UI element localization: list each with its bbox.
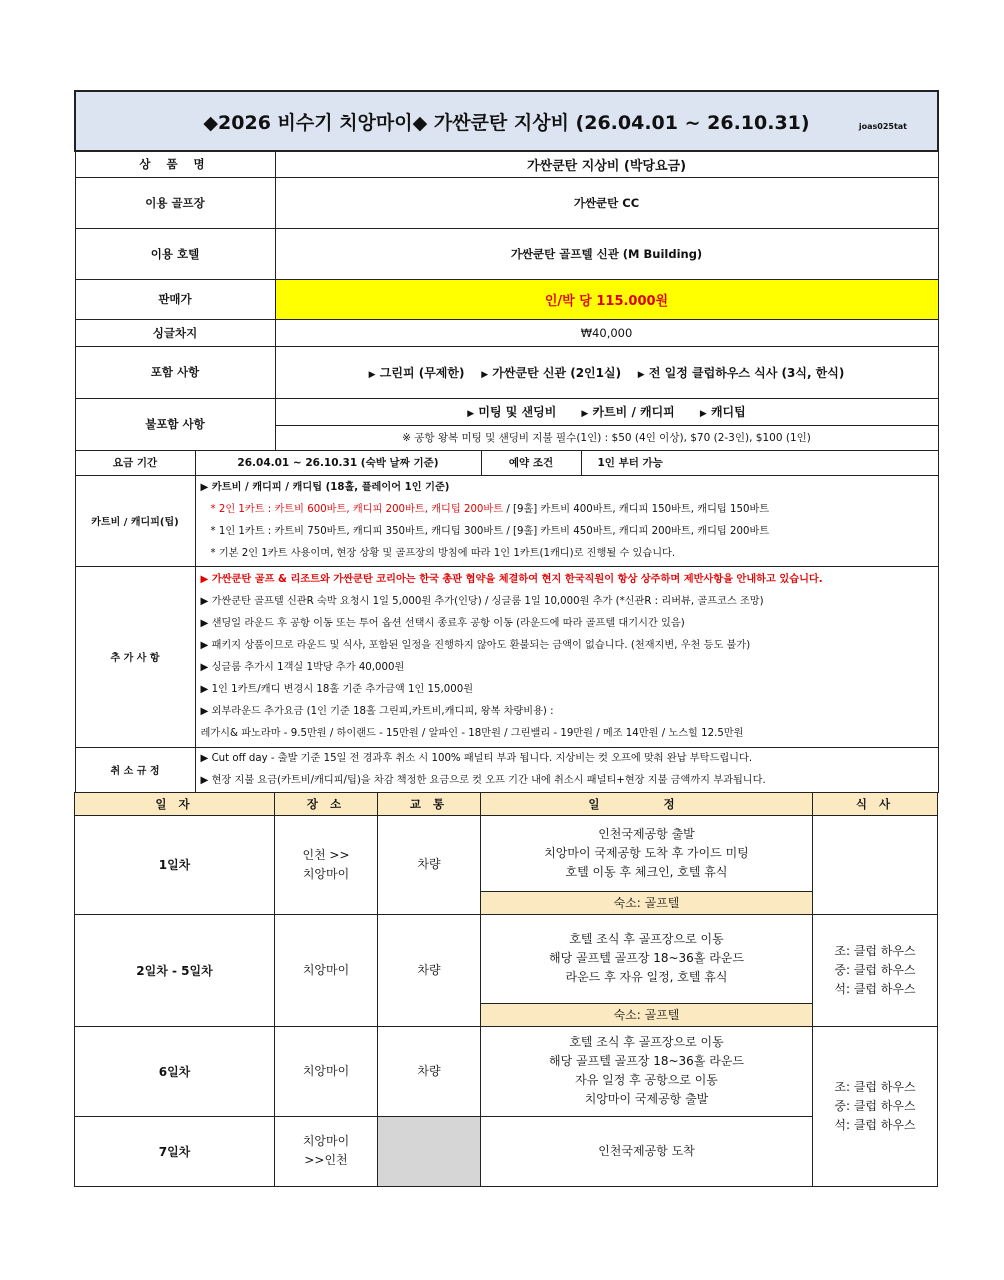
extra-line: ▶ 가싼쿤탄 골프 & 리조트와 가싼쿤탄 코리아는 한국 총판 협약을 체결하여 현지 한국직원이 항상 상주하며 제반사항을 안내하고 있습니다. (200, 573, 823, 585)
cancel-line: ▶ Cut off day - 출발 기준 15일 전 경과후 취소 시 100% 패널티 부과 됩니다. 지상비는 컷 오프에 맞춰 완납 부탁드립니다. (200, 752, 753, 764)
extra-line: 레가시& 파노라마 - 9.5만원 / 하이랜드 - 15만원 / 알파인 - 18만원 / 그린밸리 - 19만원 / 메조 14만원 / 노스힐 12.5만원 (200, 727, 744, 739)
period-label: 요금 기간 (75, 450, 195, 475)
product-value: 가싼쿤탄 지상비 (박당요금) (275, 151, 938, 177)
cart-line: * 2인 1카트 : 카트비 600바트, 캐디피 200바트, 캐디팁 200바트 / [9홀] 카트비 400바트, 캐디피 150바트, 캐디팁 150바트 (210, 503, 770, 515)
place-cell: 인천 >> 치앙마이 (275, 815, 378, 914)
transport-cell-empty (378, 1116, 481, 1186)
schedule-header-day: 일 자 (75, 792, 275, 815)
cart-line: * 1인 1카트 : 카트비 750바트, 캐디피 350바트, 캐디팁 300바트 / [9홀] 카트비 450바트, 캐디피 200바트, 캐디팁 200바트 (210, 525, 770, 537)
period-value: 26.04.01 ~ 26.10.31 (숙박 날짜 기준) (195, 450, 481, 475)
single-charge-value: ₩40,000 (275, 319, 938, 346)
page-title: ◆2026 비수기 치앙마이◆ 가싼쿤탄 지상비 (26.04.01 ~ 26.10.31) (203, 111, 810, 134)
place-cell: 치앙마이 (275, 914, 378, 1026)
extra-line: ▶ 샌딩일 라운드 후 공항 이동 또는 투어 옵션 선택시 종료후 공항 이동 (라운드에 따라 골프텔 대기시간 있음) (200, 617, 685, 629)
transport-cell: 차량 (378, 815, 481, 914)
extra-line: ▶ 패키지 상품이므로 라운드 및 식사, 포함된 일정을 진행하지 않아도 환불되는 금액이 없습니다. (천재지변, 우천 등도 불가) (200, 639, 751, 651)
lodging-cell: 숙소: 골프텔 (481, 891, 813, 914)
exclude-item: 캐디팁 (710, 405, 746, 419)
extra-line: ▶ 가싼쿤탄 골프텔 신관R 숙박 요청시 1일 5,000원 추가(인당) / 싱글룸 1일 10,000원 추가 (*신관R : 리버뷰, 골프코스 조망) (200, 595, 764, 607)
bullet-icon: ▶ (637, 369, 645, 380)
extra-details (195, 566, 938, 747)
cart-label: 카트비 / 캐디피(팁) (75, 475, 195, 566)
product-label: 상 품 명 (75, 151, 275, 177)
plan-cell: 인천국제공항 출발 치앙마이 국제공항 도착 후 가이드 미팅 호텔 이동 후 체크인, 호텔 휴식 (481, 815, 813, 891)
extra-line: ▶ 외부라운드 추가요금 (1인 기준 18홀 그린피,카트비,캐디피, 왕복 차량비용) : (200, 705, 554, 717)
include-label: 포함 사항 (75, 346, 275, 398)
extra-label: 추 가 사 항 (75, 566, 195, 747)
schedule-table (74, 792, 938, 1187)
cancel-line: ▶ 현장 지불 요금(카트비/캐디피/팁)을 차감 책정한 요금으로 컷 오프 기간 내에 취소시 패널티+현장 지불 금액까지 부과됩니다. (200, 774, 766, 786)
hotel-value: 가싼쿤탄 골프텔 신관 (M Building) (275, 228, 938, 279)
meals-cell: 조: 클럽 하우스 중: 클럽 하우스 석: 클럽 하우스 (813, 1026, 938, 1186)
itinerary-document (74, 90, 937, 1187)
extra-line: ▶ 1인 1카트/캐디 변경시 18홀 기준 추가금액 1인 15,000원 (200, 683, 474, 695)
bullet-icon: ▶ (368, 369, 376, 380)
document-code: joas025tat (858, 122, 908, 131)
bullet-icon: ▶ (467, 409, 475, 419)
exclude-item: 카트비 / 캐디피 (592, 405, 675, 419)
cancel-label: 취 소 규 정 (75, 747, 195, 792)
price-label: 판매가 (75, 279, 275, 319)
place-cell: 치앙마이 >>인천 (275, 1116, 378, 1186)
bullet-icon: ▶ (699, 409, 707, 419)
bullet-icon: ▶ (581, 409, 589, 419)
schedule-header-meals: 식 사 (813, 792, 938, 815)
booking-value: 1인 부터 가능 (581, 450, 938, 475)
extra-line: ▶ 싱글룸 추가시 1객실 1박당 추가 40,000원 (200, 661, 405, 673)
day-cell: 2일차 - 5일차 (75, 914, 275, 1026)
meals-cell: 조: 클럽 하우스 중: 클럽 하우스 석: 클럽 하우스 (813, 914, 938, 1026)
cart-line: * 기본 2인 1카트 사용이며, 현장 상황 및 골프장의 방침에 따라 1인 1카트(1캐디)로 진행될 수 있습니다. (210, 547, 676, 559)
schedule-header-place: 장 소 (275, 792, 378, 815)
cart-heading: ▶ 카트비 / 캐디피 / 캐디팁 (18홀, 플레이어 1인 기준) (200, 481, 450, 493)
hotel-label: 이용 호텔 (75, 228, 275, 279)
exclude-list (275, 398, 938, 425)
schedule-header-transport: 교 통 (378, 792, 481, 815)
bullet-icon: ▶ (481, 369, 489, 380)
include-item: 전 일정 클럽하우스 식사 (3식, 한식) (648, 365, 845, 380)
transport-cell: 차량 (378, 914, 481, 1026)
include-item: 그린피 (무제한) (379, 365, 465, 380)
info-table (74, 90, 939, 793)
price-value: 인/박 당 115.000원 (275, 279, 938, 319)
place-cell: 치앙마이 (275, 1026, 378, 1116)
booking-label: 예약 조건 (481, 450, 581, 475)
title-banner (75, 91, 938, 151)
day-cell: 7일차 (75, 1116, 275, 1186)
meals-cell (813, 815, 938, 914)
exclude-item: 미팅 및 샌딩비 (478, 405, 557, 419)
single-charge-label: 싱글차지 (75, 319, 275, 346)
plan-cell: 인천국제공항 도착 (481, 1116, 813, 1186)
plan-cell: 호텔 조식 후 골프장으로 이동 해당 골프텔 골프장 18~36홀 라운드 자유 일정 후 공항으로 이동 치앙마이 국제공항 출발 (481, 1026, 813, 1116)
transport-cell: 차량 (378, 1026, 481, 1116)
cart-details (195, 475, 938, 566)
day-cell: 6일차 (75, 1026, 275, 1116)
plan-cell: 호텔 조식 후 골프장으로 이동 해당 골프텔 골프장 18~36홀 라운드 라운드 후 자유 일정, 호텔 휴식 (481, 914, 813, 1003)
include-item: 가싼쿤탄 신관 (2인1실) (492, 365, 622, 380)
golf-value: 가싼쿤탄 CC (275, 177, 938, 228)
exclude-note: ※ 공항 왕복 미팅 및 샌딩비 지불 필수(1인) : $50 (4인 이상), $70 (2-3인), $100 (1인) (275, 425, 938, 450)
exclude-label: 불포함 사항 (75, 398, 275, 450)
lodging-cell: 숙소: 골프텔 (481, 1003, 813, 1026)
day-cell: 1일차 (75, 815, 275, 914)
schedule-header-plan: 일 정 (481, 792, 813, 815)
cancel-details (195, 747, 938, 792)
golf-label: 이용 골프장 (75, 177, 275, 228)
include-list (275, 346, 938, 398)
